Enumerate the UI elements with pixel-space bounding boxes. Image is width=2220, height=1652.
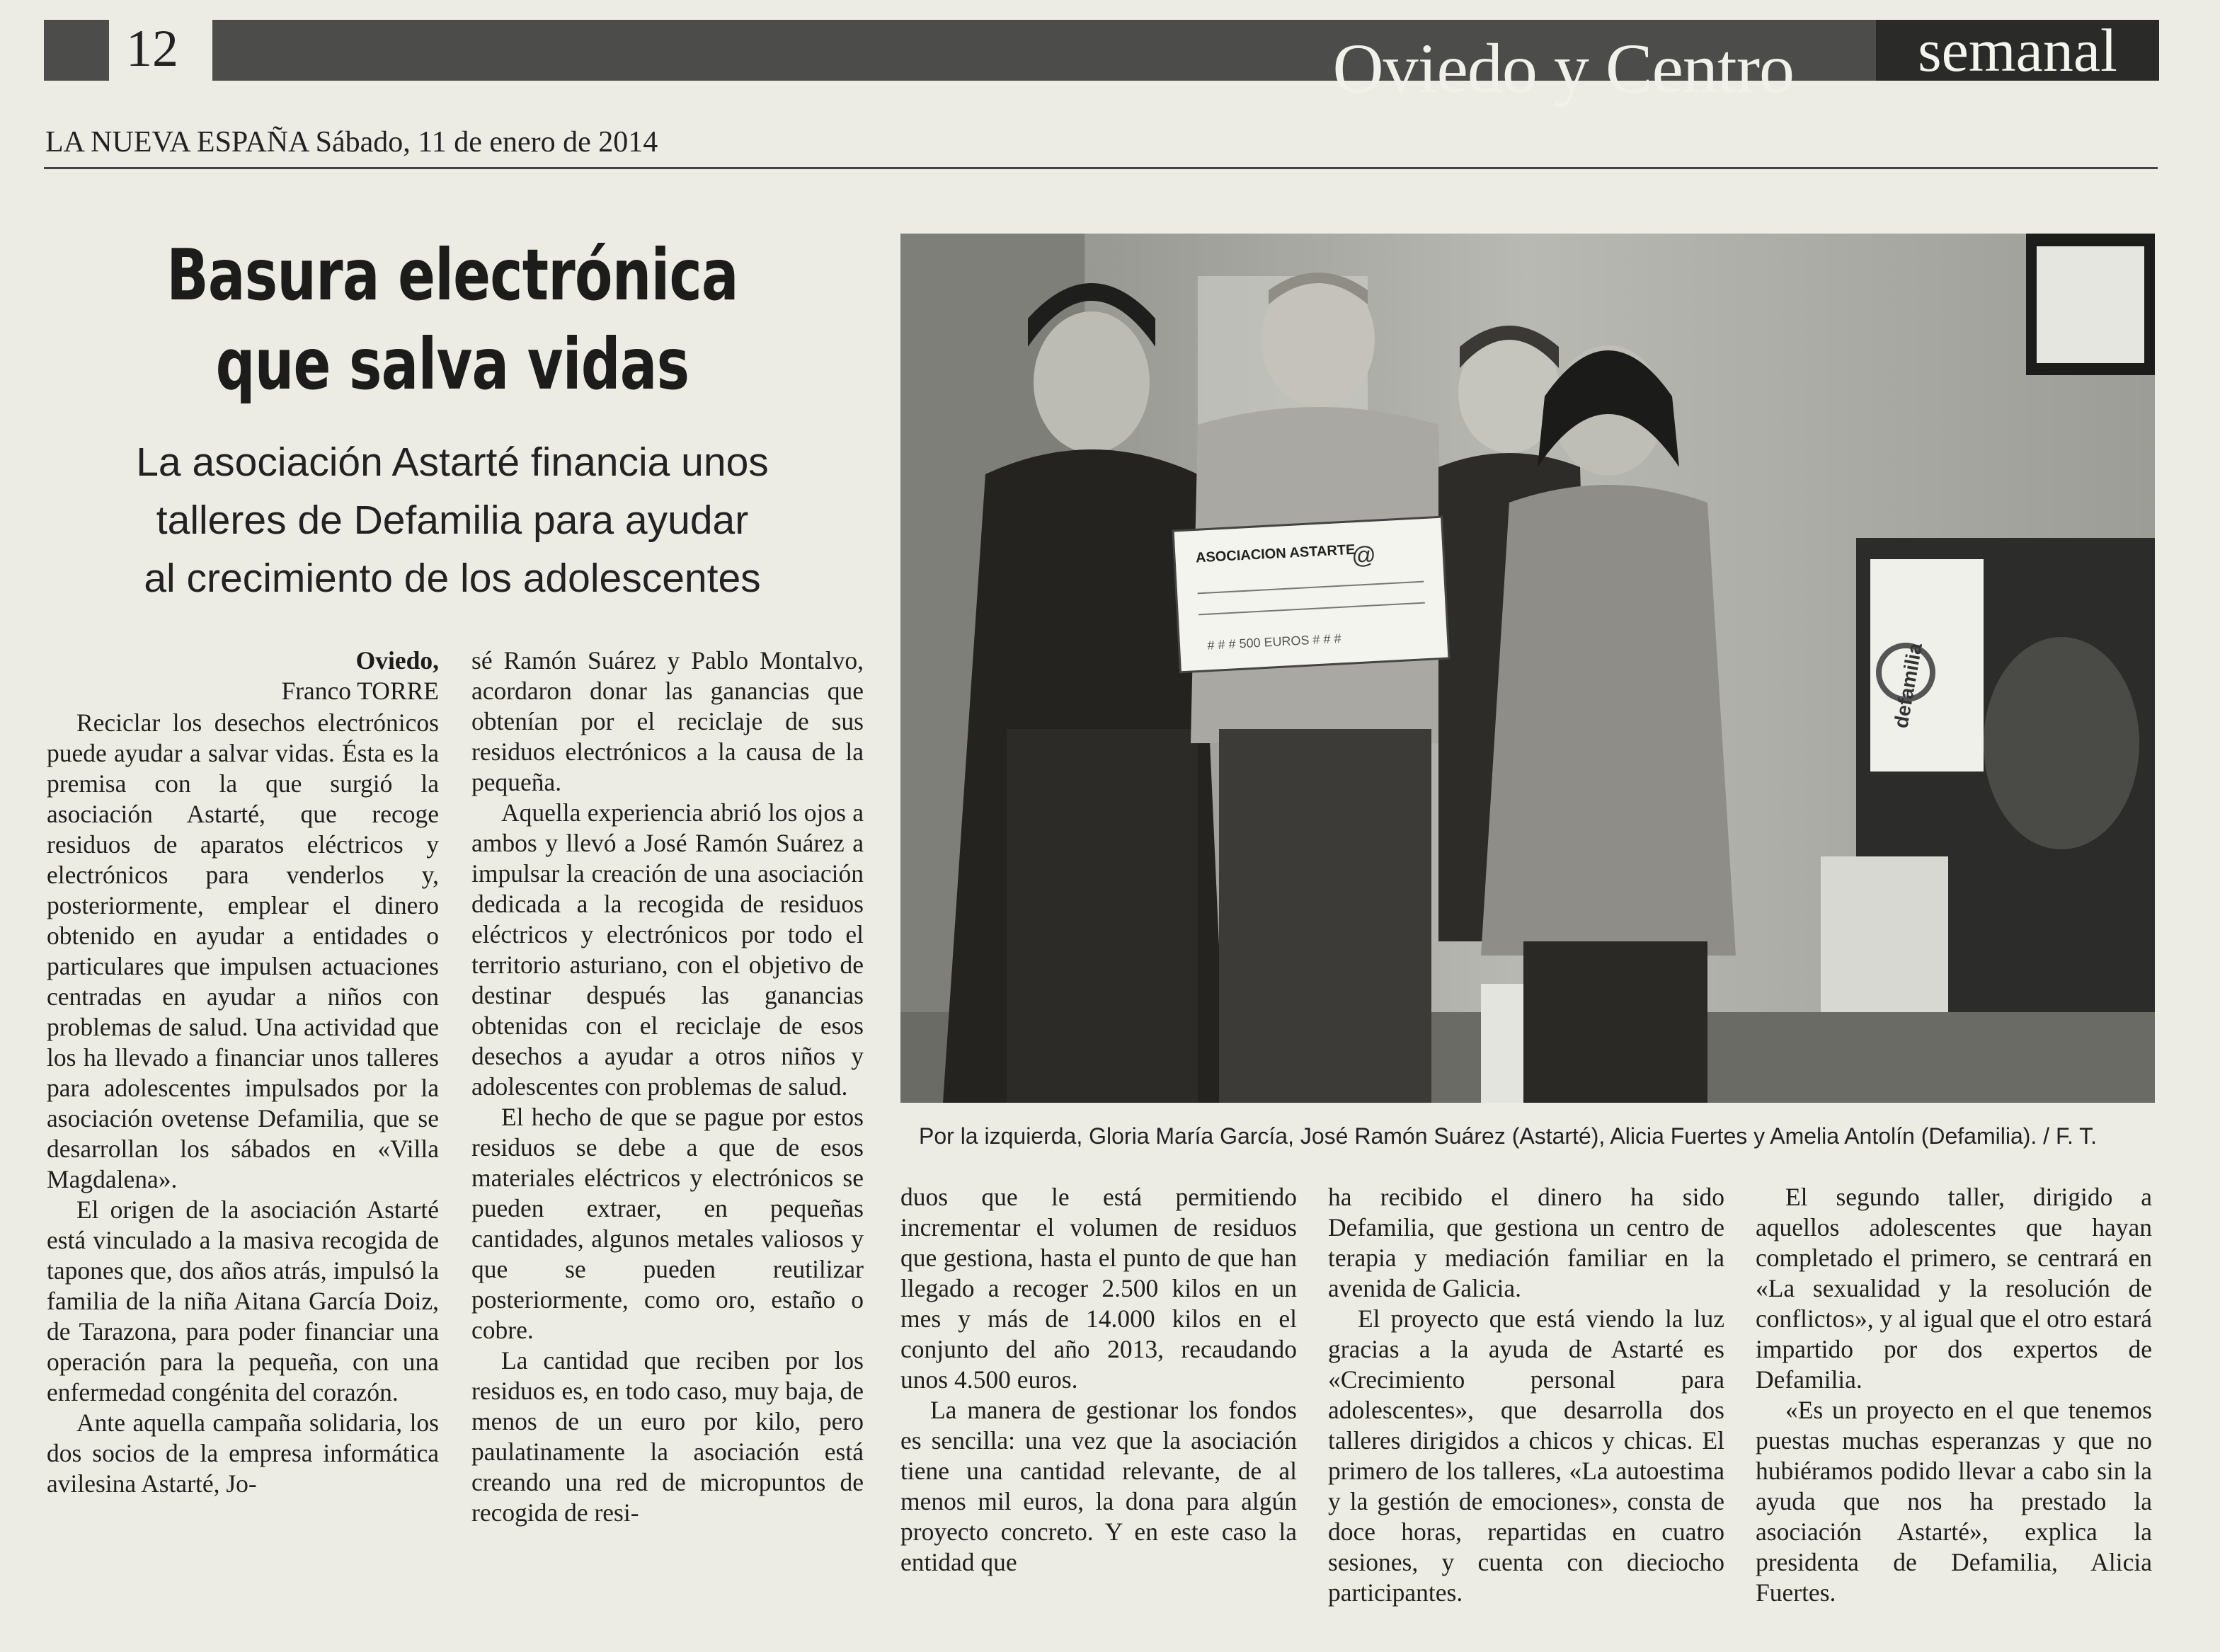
banner-text: defamilia [1889, 641, 1926, 730]
cheque-symbol: @ [1351, 541, 1377, 570]
page-number: 12 [126, 20, 178, 78]
paragraph: ha recibido el dinero ha sido Defamilia, que gestiona un centro de terapia y mediación familiar en la avenida de Galicia. [1328, 1183, 1724, 1302]
page-number-block [44, 20, 109, 81]
header-rule [44, 167, 2158, 169]
photo-caption: Por la izquierda, Gloria María García, José Ramón Suárez (Astarté), Alicia Fuertes y Amelia Antolín (Defamilia). / F. T. [919, 1123, 2098, 1149]
article-column-4 [1328, 1182, 1724, 1608]
paragraph: sé Ramón Suárez y Pablo Montalvo, acordaron donar las ganancias que obtenían por el reciclaje de sus residuos electrónicos a la causa de la pequeña. [471, 646, 864, 796]
paragraph: Reciclar los desechos electrónicos puede ayudar a salvar vidas. Ésta es la premisa con la que surgió la asociación Astarté, que recoge residuos de aparatos eléctricos y electrónicos para venderlos y, posteriormente, emplear el dinero obtenido en ayudar a entidades o particulares que impulsen actuaciones centradas en ayudar a niños con problemas de salud. Una actividad que los ha llevado a financiar unos talleres para adolescentes impulsados por la asociación ovetense Defamilia, que se desarrollan los sábados en «Villa Magdalena». [47, 709, 439, 1193]
subheadline [52, 433, 852, 607]
paragraph: El proyecto que está viendo la luz gracias a la ayuda de Astarté es «Crecimiento personal para adolescentes», que desarrolla dos talleres dirigidos a chicos y chicas. El primero de los talleres, «La autoestima y la gestión de emociones», consta de doce horas, repartidas en cuatro sesiones, y cuenta con dieciocho participantes. [1328, 1304, 1724, 1607]
paragraph: El segundo taller, dirigido a aquellos adolescentes que hayan completado el primero, se centrará en «La sexualidad y la resolución de conflictos», y al igual que el otro estará impartido por dos expertos de Defamilia. [1756, 1183, 2152, 1394]
paragraph: Aquella experiencia abrió los ojos a ambos y llevó a José Ramón Suárez a impulsar la creación de una asociación dedicada a la recogida de residuos eléctricos y electrónicos por todo el territorio asturiano, con el objetivo de destinar después las ganancias obtenidas con el reciclaje de esos desechos a ayudar a otros niños y adolescentes con problemas de salud. [471, 798, 864, 1101]
byline [47, 646, 439, 706]
dateline: LA NUEVA ESPAÑA Sábado, 11 de enero de 2014 [45, 126, 658, 159]
cheque-heading: ASOCIACION ASTARTE [1195, 541, 1356, 566]
cheque [1173, 517, 1449, 672]
paragraph: «Es un proyecto en el que tenemos puestas muchas esperanzas y que no hubiéramos podido llevar a cabo sin la ayuda que nos ha prestado la asociación Astarté», explica la presidenta de Defamilia, Alicia Fuertes. [1756, 1396, 2152, 1607]
cheque-amount: # # # 500 EUROS # # # [1207, 631, 1341, 653]
section-name: Oviedo y Centro [1332, 29, 1794, 108]
paragraph: El origen de la asociación Astarté está vinculado a la masiva recogida de tapones que, dos años atrás, impulsó la familia de la niña Aitana García Doiz, de Tarazona, para poder financiar una operación para la pequeña, con una enfermedad congénita del corazón. [47, 1195, 439, 1406]
paragraph: duos que le está permitiendo incrementar el volumen de residuos que gestiona, hasta el punto de que han llegado a recoger 2.500 kilos en un mes y más de 14.000 kilos en el conjunto del año 2013, recaudando unos 4.500 euros. [900, 1183, 1297, 1394]
photo-illustration [900, 234, 2155, 1103]
subhead-line-1: La asociación Astarté financia unos [136, 440, 769, 485]
subhead-line-3: al crecimiento de los adolescentes [144, 556, 761, 601]
article-column-3 [900, 1182, 1297, 1578]
byline-author: Franco TORRE [281, 677, 439, 705]
paragraph: El hecho de que se pague por estos residuos se debe a que de esos materiales eléctricos y electrónicos se pueden extraer, en pequeñas cantidades, algunos metales valiosos y que se pueden reutilizar posteriormente, como oro, estaño o cobre. [471, 1103, 864, 1344]
article-column-5 [1756, 1182, 2152, 1608]
headline [151, 231, 753, 409]
article-column-1 [47, 708, 439, 1499]
paragraph: La manera de gestionar los fondos es sencilla: una vez que la asociación tiene una cantidad relevante, de al menos mil euros, la dona para algún proyecto concreto. Y en este caso la entidad que [900, 1396, 1297, 1576]
section-tag: semanal [1876, 20, 2159, 81]
section-header-bar [212, 20, 2152, 108]
paragraph: La cantidad que reciben por los residuos es, en todo caso, muy baja, de menos de un euro por kilo, pero paulatinamente la asociación está creando una red de micropuntos de recogida de resi- [471, 1346, 864, 1527]
byline-city: Oviedo, [355, 646, 439, 675]
headline-line-1: Basura electrónica [166, 234, 738, 316]
headline-line-2: que salva vidas [215, 323, 690, 406]
article-column-2 [471, 646, 864, 1528]
article-photo [900, 234, 2155, 1103]
paragraph: Ante aquella campaña solidaria, los dos socios de la empresa informática avilesina Astarté, Jo- [47, 1409, 439, 1498]
subhead-line-2: talleres de Defamilia para ayudar [156, 498, 749, 543]
